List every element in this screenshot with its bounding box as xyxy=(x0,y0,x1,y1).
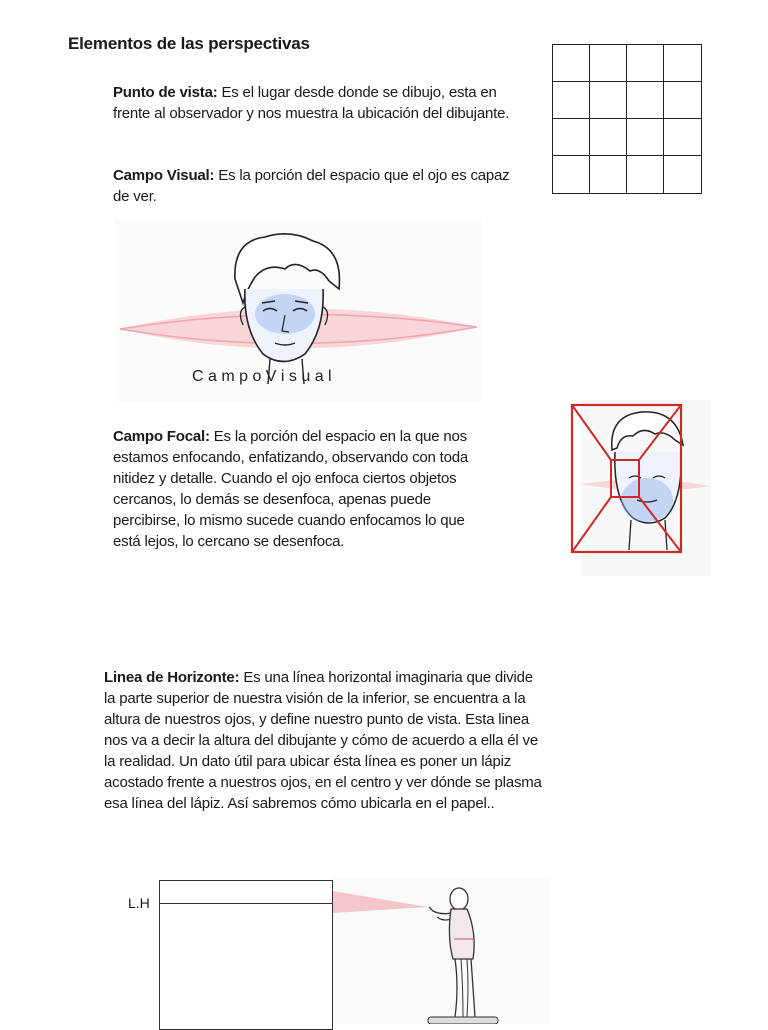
campo-focal-text: Es la porción del espacio en la que nos estamos enfocando, enfatizando, observando con toda nitidez y detalle. Cuando el ojo enfoca ciertos objetos cercanos, lo demás se desenfoca, apenas puede percibirse, lo mismo sucede cuando enfocamos lo que está lejos, lo cercano se desenfoca. xyxy=(113,428,469,550)
page-title: Elementos de las perspectivas xyxy=(68,34,310,53)
grid-cell xyxy=(627,45,664,82)
campo-visual-paragraph xyxy=(113,165,513,207)
grid-cell xyxy=(553,119,590,156)
punto-de-vista-term: Punto de vista: xyxy=(113,84,218,101)
campo-focal-term: Campo Focal: xyxy=(113,428,210,445)
horizon-line xyxy=(159,903,333,904)
grid-cell xyxy=(553,45,590,82)
campo-focal-illustration xyxy=(567,400,711,576)
grid-cell xyxy=(627,119,664,156)
linea-horizonte-term: Linea de Horizonte: xyxy=(104,669,240,686)
grid-cell xyxy=(664,45,701,82)
linea-horizonte-paragraph xyxy=(104,667,544,814)
grid-cell xyxy=(590,119,627,156)
grid-cell xyxy=(627,156,664,193)
grid-cell xyxy=(664,119,701,156)
standing-figure-illustration xyxy=(333,877,550,1024)
linea-horizonte-text: Es una línea horizontal imaginaria que divide la parte superior de nuestra visión de la inferior, se encuentra a la altura de nuestros ojos, y define nuestro punto de vista. Esta linea nos va a decir la altura del dibujante y cómo de acuerdo a ella él ve la realidad. Un dato útil para ubicar ésta línea es poner un lápiz acostado frente a nuestros ojos, en el centro y ver dónde se plasma esa línea del lápiz. Así sabremos cómo ubicarla en el papel.. xyxy=(104,669,542,812)
punto-de-vista-text: Es el lugar desde donde se dibujo, esta en frente al observador y nos muestra la ubicación del dibujante. xyxy=(113,84,510,122)
campo-visual-text: Es la porción del espacio que el ojo es capaz de ver. xyxy=(113,167,510,205)
grid-cell xyxy=(553,156,590,193)
campo-focal-paragraph xyxy=(113,426,493,552)
grid-4x4 xyxy=(552,44,702,194)
grid-cell xyxy=(590,45,627,82)
grid-cell xyxy=(664,82,701,119)
campo-visual-illustration xyxy=(115,219,482,401)
grid-cell xyxy=(590,82,627,119)
punto-de-vista-paragraph xyxy=(113,82,513,124)
grid-cell xyxy=(553,82,590,119)
grid-cell xyxy=(627,82,664,119)
grid-cell xyxy=(590,156,627,193)
grid-cell xyxy=(664,156,701,193)
campo-visual-term: Campo Visual: xyxy=(113,167,215,184)
lh-label: L.H xyxy=(128,895,150,911)
campo-visual-caption: C a m p o V i s u a l xyxy=(192,368,332,385)
